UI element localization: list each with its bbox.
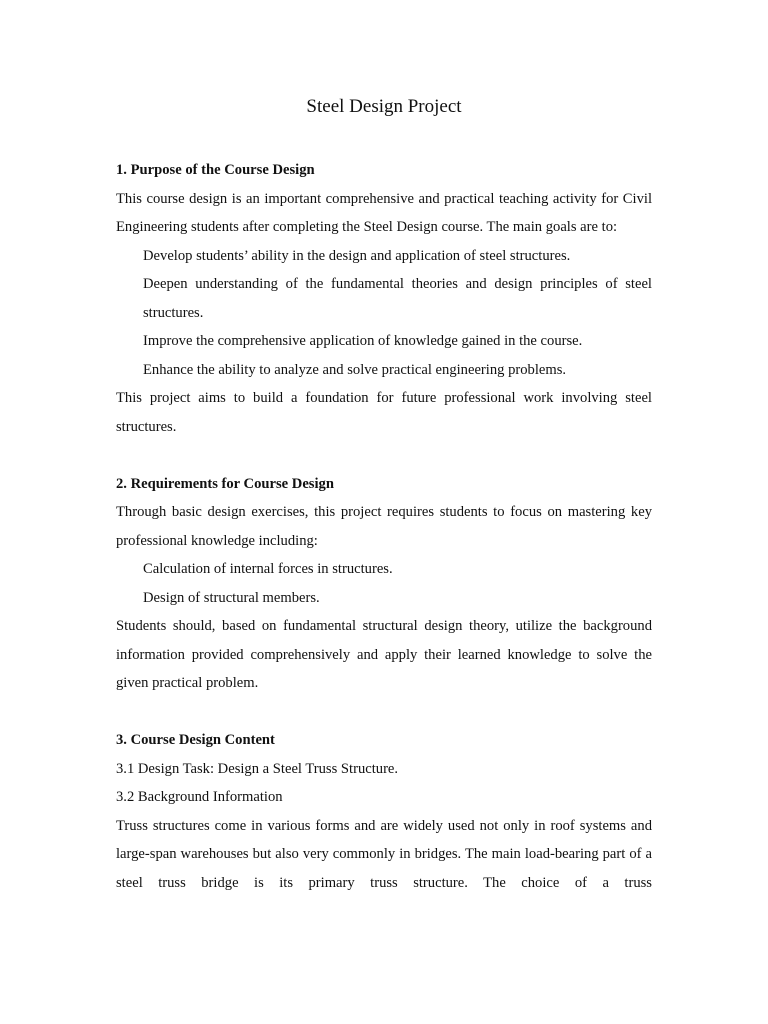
section-content [116,726,652,897]
section-requirements [116,470,652,698]
document-title: Steel Design Project [306,96,462,117]
section-heading-purpose: 1. Purpose of the Course Design [116,162,315,178]
background-paragraph: Truss structures come in various forms and are widely used not only in roof systems and large-span warehouses but also very commonly in bridges. The main load-bearing part of a steel truss bridge is its primary truss structure. The choice of a truss [116,817,652,891]
purpose-goal-item: Improve the comprehensive application of knowledge gained in the course. [143,333,583,349]
section-spacer [116,441,652,470]
purpose-closing-paragraph: This project aims to build a foundation for future professional work involving steel structures. [116,390,652,435]
section-heading-requirements: 2. Requirements for Course Design [116,475,334,492]
section-purpose [116,156,652,441]
requirements-item: Design of structural members. [143,589,320,606]
requirements-intro-paragraph: Through basic design exercises, this project requires students to focus on mastering key professional knowledge including: [116,504,652,549]
design-task-line: 3.1 Design Task: Design a Steel Truss Structure. [116,760,399,777]
purpose-goal-item: Develop students’ ability in the design and application of steel structures. [143,247,571,264]
section-heading-content: 3. Course Design Content [116,732,275,748]
requirements-item: Calculation of internal forces in structures. [143,561,393,577]
purpose-goal-item: Deepen understanding of the fundamental theories and design principles of steel structures. [143,276,652,321]
purpose-goal-item: Enhance the ability to analyze and solve practical engineering problems. [143,361,567,378]
section-spacer [116,698,652,727]
purpose-intro-paragraph: This course design is an important comprehensive and practical teaching activity for Civil Engineering students after completing the Steel Design course. The main goals are to: [116,190,652,235]
requirements-closing-paragraph: Students should, based on fundamental structural design theory, utilize the background information provided comprehensively and apply their learned knowledge to solve the given practical problem. [116,618,652,691]
background-subheading: 3.2 Background Information [116,789,283,805]
